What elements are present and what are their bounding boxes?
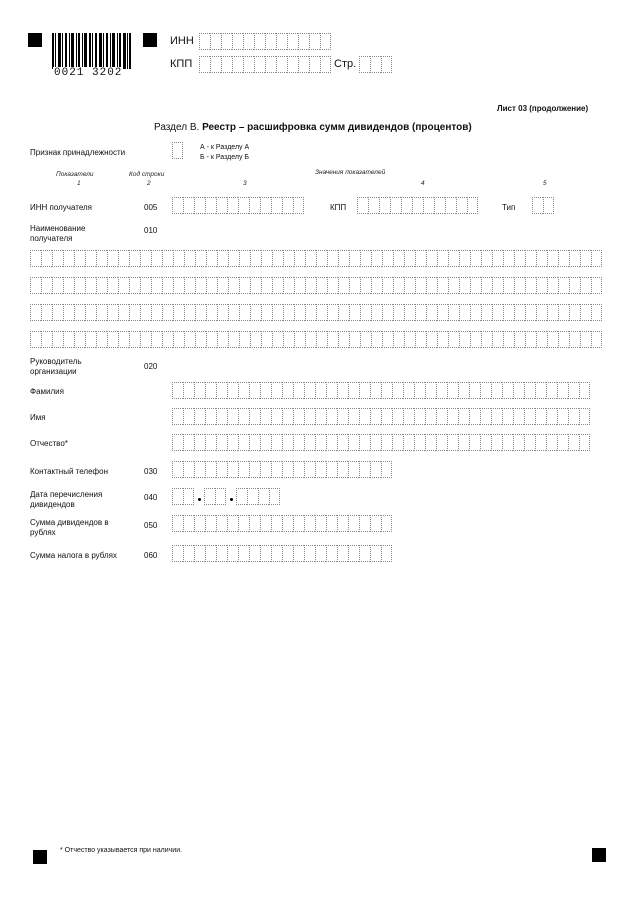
surname-field[interactable]	[172, 382, 590, 400]
tax-code: 060	[144, 551, 158, 560]
recipient-name-line-3[interactable]	[30, 304, 605, 322]
sheet-label: Лист 03 (продолжение)	[497, 104, 589, 113]
barcode-icon	[50, 33, 132, 69]
tax-amount-field[interactable]	[172, 545, 392, 563]
header-inn-field[interactable]	[199, 33, 331, 51]
phone-code: 030	[144, 467, 158, 476]
org-head-label-line2: организации	[30, 367, 77, 376]
col-number-1: 1	[77, 180, 81, 187]
col-number-2: 2	[147, 180, 151, 187]
recipient-name-code: 010	[144, 226, 158, 235]
col-number-3: 3	[243, 180, 247, 187]
firstname-field[interactable]	[172, 408, 590, 426]
inn-recipient-type-label: Тип	[502, 203, 516, 212]
footnote: * Отчество указывается при наличии.	[60, 847, 183, 854]
section-title	[154, 123, 472, 132]
affiliation-field[interactable]	[172, 142, 183, 160]
col-header-values: Значения показателей	[315, 169, 386, 176]
col-number-4: 4	[421, 180, 425, 187]
transfer-date-label-line1: Дата перечисления	[30, 490, 103, 499]
patronymic-field[interactable]	[172, 434, 590, 452]
firstname-label: Имя	[30, 413, 46, 422]
affiliation-option-b: Б - к Разделу Б	[200, 154, 249, 161]
org-head-label-line1: Руководитель	[30, 357, 82, 366]
col-number-5: 5	[543, 180, 547, 187]
corner-marker-bottom-right	[592, 848, 606, 862]
corner-marker-bottom-left	[33, 850, 47, 864]
inn-recipient-field[interactable]	[172, 197, 304, 215]
recipient-name-line-1[interactable]	[30, 250, 605, 268]
patronymic-label: Отчество*	[30, 439, 68, 448]
transfer-date-code: 040	[144, 493, 158, 502]
surname-label: Фамилия	[30, 387, 64, 396]
dividends-label-line1: Сумма дивидендов в	[30, 518, 109, 527]
col-header-line-code: Код строки	[129, 171, 165, 178]
recipient-name-line-2[interactable]	[30, 277, 605, 295]
org-head-code: 020	[144, 362, 158, 371]
inn-recipient-code: 005	[144, 203, 158, 212]
affiliation-label: Признак принадлежности	[30, 148, 126, 157]
barcode-number: 0021 3202	[54, 67, 123, 79]
inn-recipient-label: ИНН получателя	[30, 203, 92, 212]
affiliation-option-a: А - к Разделу А	[200, 144, 250, 151]
date-separator-dot	[196, 488, 204, 505]
header-page-field[interactable]	[359, 56, 392, 74]
section-title-prefix: Раздел В.	[154, 122, 200, 133]
recipient-name-label-line1: Наименование	[30, 224, 86, 233]
corner-marker-top-left	[28, 33, 42, 47]
dividends-amount-field[interactable]	[172, 515, 392, 533]
date-separator-dot	[228, 488, 236, 505]
header-kpp-field[interactable]	[199, 56, 331, 74]
col-header-indicators: Показатели	[56, 171, 94, 178]
phone-label: Контактный телефон	[30, 467, 108, 476]
header-inn-label: ИНН	[170, 35, 194, 47]
header-kpp-label: КПП	[170, 58, 193, 70]
transfer-date-label-line2: дивидендов	[30, 500, 75, 509]
recipient-name-grid	[30, 250, 605, 349]
tax-label: Сумма налога в рублях	[30, 551, 117, 560]
dividends-label-line2: рублях	[30, 528, 56, 537]
inn-recipient-kpp-field[interactable]	[357, 197, 478, 215]
phone-field[interactable]	[172, 461, 392, 479]
recipient-name-label-line2: получателя	[30, 234, 73, 243]
header-page-label: Стр.	[334, 58, 357, 70]
section-title-main: Реестр – расшифровка сумм дивидендов (процентов)	[202, 122, 472, 133]
inn-recipient-type-field[interactable]	[532, 197, 554, 215]
dividends-code: 050	[144, 521, 158, 530]
barcode	[50, 33, 132, 79]
inn-recipient-kpp-label: КПП	[330, 203, 347, 212]
transfer-date-field[interactable]	[172, 488, 282, 506]
corner-marker-top-right	[143, 33, 157, 47]
recipient-name-line-4[interactable]	[30, 331, 605, 349]
